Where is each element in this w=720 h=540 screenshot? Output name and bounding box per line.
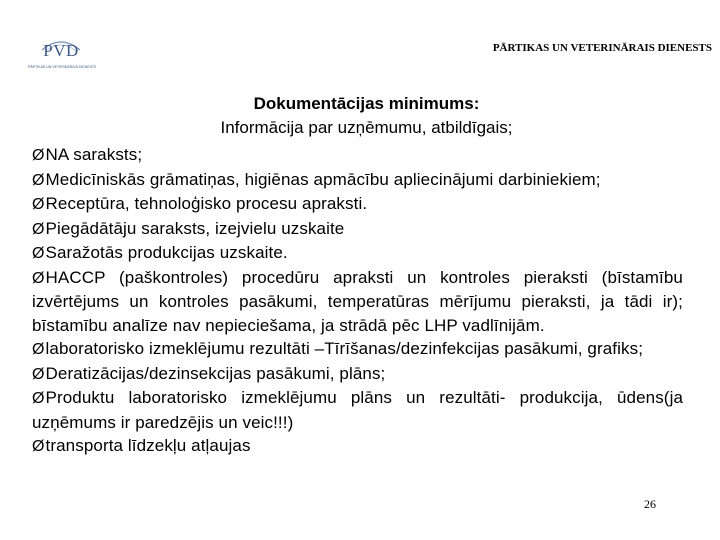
arrow-bullet-icon: Ø [32, 220, 45, 238]
list-item-text: laboratorisko izmeklējumu rezultāti –Tīrīšanas/dezinfekcijas pasākumi, grafiks; [45, 339, 644, 358]
list-item-text: NA saraksts; [45, 145, 143, 164]
page-number: 26 [644, 497, 656, 511]
requirements-list [32, 143, 683, 459]
list-item-text: Medicīniskās grāmatiņas, higiēnas apmācību apliecinājumi darbiniekiem; [45, 169, 601, 189]
arrow-bullet-icon: Ø [32, 341, 45, 358]
list-item [32, 217, 683, 242]
list-item-text: HACCP (paškontroles) procedūru apraksti un kontroles pieraksti (bīstamību izvērtējums un kontroles pasākumi, temperatūras mērījumu pieraksti, ja tādi ir); bīstamību analīze nav nepieciešama, ja strādā pēc LHP vadlīnijām. [32, 267, 683, 335]
list-item [32, 241, 683, 266]
slide-title: Dokumentācijas minimums: [253, 94, 480, 113]
arrow-bullet-icon: Ø [32, 438, 45, 455]
list-item-text: Deratizācijas/dezinsekcijas pasākumi, plāns; [45, 363, 386, 383]
list-item [32, 337, 683, 362]
arrow-bullet-icon: Ø [32, 269, 45, 287]
logo-wordmark: PVD [43, 41, 79, 60]
arrow-bullet-icon: Ø [32, 390, 45, 407]
list-item-text: Receptūra, tehnoloģisko procesu apraksti. [45, 194, 368, 213]
list-item [32, 192, 683, 217]
arrow-bullet-icon: Ø [32, 245, 45, 262]
list-item [32, 168, 683, 193]
list-item [32, 386, 683, 434]
logo-subtext: PĀRTIKAS UN VETERINĀRAIS DIENESTS [28, 65, 97, 69]
list-item-text: Produktu laboratorisko izmeklējumu plāns un rezultāti- produkcija, ūdens(ja uzņēmums ir paredzējis un veic!!!) [32, 388, 683, 432]
list-item [32, 266, 683, 338]
list-item [32, 362, 683, 387]
slide-subtitle: Informācija par uzņēmumu, atbildīgais; [220, 118, 513, 137]
list-item-text: Piegādātāju saraksts, izejvielu uzskaite [45, 218, 345, 238]
list-item-text: transporta līdzekļu atļaujas [45, 436, 251, 455]
agency-name: PĀRTIKAS UN VETERINĀRAIS DIENESTS [492, 42, 712, 54]
arrow-bullet-icon: Ø [32, 147, 45, 164]
arrow-bullet-icon: Ø [32, 196, 45, 213]
pvd-logo [28, 36, 97, 72]
list-item [32, 143, 683, 168]
list-item-text: Saražotās produkcijas uzskaite. [45, 243, 288, 262]
list-item [32, 434, 683, 459]
arrow-bullet-icon: Ø [32, 171, 45, 189]
arrow-bullet-icon: Ø [32, 365, 45, 383]
